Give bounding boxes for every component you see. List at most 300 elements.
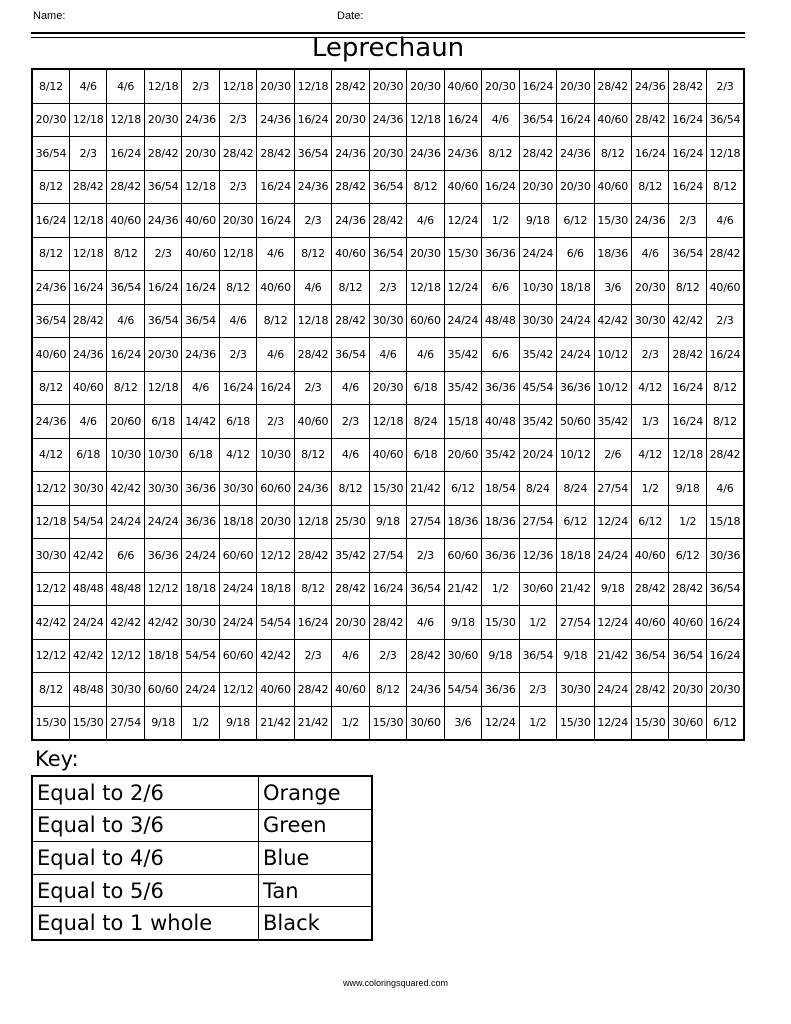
grid-row	[32, 405, 744, 439]
grid-cell: 1/2	[669, 505, 706, 539]
grid-cell: 42/42	[32, 606, 69, 640]
grid-cell: 24/36	[144, 204, 181, 238]
key-condition: Equal to 4/6	[32, 842, 259, 875]
grid-cell: 12/12	[32, 639, 69, 673]
grid-cell: 4/6	[332, 371, 369, 405]
grid-cell: 20/30	[257, 505, 294, 539]
grid-cell: 16/24	[32, 204, 69, 238]
grid-cell: 28/42	[706, 237, 744, 271]
grid-cell: 40/60	[706, 271, 744, 305]
fraction-grid	[31, 68, 745, 741]
grid-cell: 1/2	[332, 706, 369, 740]
grid-cell: 6/6	[482, 338, 519, 372]
grid-cell: 28/42	[332, 170, 369, 204]
grid-row	[32, 304, 744, 338]
grid-row	[32, 237, 744, 271]
grid-cell: 36/36	[182, 505, 219, 539]
grid-cell: 24/24	[182, 673, 219, 707]
grid-cell: 18/36	[482, 505, 519, 539]
grid-cell: 48/48	[69, 572, 106, 606]
grid-cell: 25/30	[332, 505, 369, 539]
grid-cell: 4/6	[482, 103, 519, 137]
grid-cell: 42/42	[594, 304, 631, 338]
grid-cell: 27/54	[369, 539, 406, 573]
grid-cell: 40/60	[369, 438, 406, 472]
grid-cell: 12/24	[594, 505, 631, 539]
grid-cell: 24/24	[557, 338, 594, 372]
grid-cell: 42/42	[69, 539, 106, 573]
key-row	[32, 874, 372, 907]
grid-cell: 12/18	[369, 405, 406, 439]
grid-cell: 12/18	[69, 103, 106, 137]
grid-cell: 30/30	[557, 673, 594, 707]
grid-cell: 4/6	[369, 338, 406, 372]
grid-cell: 30/30	[632, 304, 669, 338]
grid-cell: 10/30	[519, 271, 556, 305]
grid-cell: 10/12	[594, 338, 631, 372]
grid-cell: 28/42	[69, 170, 106, 204]
grid-cell: 40/60	[632, 606, 669, 640]
grid-cell: 2/3	[369, 271, 406, 305]
grid-cell: 28/42	[369, 204, 406, 238]
grid-cell: 60/60	[444, 539, 481, 573]
grid-cell: 8/12	[294, 237, 331, 271]
grid-cell: 18/18	[557, 271, 594, 305]
grid-cell: 12/18	[294, 69, 331, 103]
grid-cell: 15/18	[706, 505, 744, 539]
grid-cell: 12/24	[594, 706, 631, 740]
grid-cell: 24/36	[32, 271, 69, 305]
grid-cell: 9/18	[669, 472, 706, 506]
grid-cell: 2/3	[369, 639, 406, 673]
grid-cell: 21/42	[257, 706, 294, 740]
grid-cell: 24/36	[257, 103, 294, 137]
grid-cell: 8/12	[407, 170, 444, 204]
grid-cell: 30/30	[32, 539, 69, 573]
grid-cell: 60/60	[144, 673, 181, 707]
grid-cell: 21/42	[444, 572, 481, 606]
grid-cell: 4/12	[632, 438, 669, 472]
grid-row	[32, 103, 744, 137]
grid-cell: 8/12	[257, 304, 294, 338]
grid-cell: 30/60	[444, 639, 481, 673]
grid-cell: 16/24	[182, 271, 219, 305]
grid-cell: 15/30	[482, 606, 519, 640]
grid-cell: 28/42	[107, 170, 144, 204]
grid-cell: 20/30	[144, 338, 181, 372]
grid-cell: 20/30	[632, 271, 669, 305]
grid-cell: 40/60	[182, 237, 219, 271]
grid-row	[32, 438, 744, 472]
grid-cell: 15/30	[444, 237, 481, 271]
grid-row	[32, 338, 744, 372]
grid-cell: 36/54	[32, 137, 69, 171]
grid-cell: 20/30	[557, 69, 594, 103]
grid-cell: 36/36	[557, 371, 594, 405]
grid-cell: 6/12	[444, 472, 481, 506]
grid-cell: 16/24	[294, 606, 331, 640]
grid-cell: 2/3	[332, 405, 369, 439]
grid-cell: 24/36	[369, 103, 406, 137]
grid-cell: 20/60	[107, 405, 144, 439]
grid-cell: 6/18	[69, 438, 106, 472]
grid-cell: 30/30	[144, 472, 181, 506]
grid-cell: 28/42	[669, 572, 706, 606]
grid-cell: 20/30	[706, 673, 744, 707]
grid-cell: 20/24	[519, 438, 556, 472]
grid-cell: 2/3	[519, 673, 556, 707]
grid-cell: 28/42	[219, 137, 256, 171]
grid-cell: 24/24	[219, 572, 256, 606]
grid-cell: 1/2	[182, 706, 219, 740]
grid-cell: 30/30	[182, 606, 219, 640]
grid-cell: 35/42	[519, 405, 556, 439]
grid-cell: 4/6	[107, 69, 144, 103]
grid-cell: 6/18	[407, 371, 444, 405]
grid-cell: 15/30	[632, 706, 669, 740]
grid-cell: 20/30	[669, 673, 706, 707]
grid-cell: 60/60	[407, 304, 444, 338]
grid-cell: 40/60	[444, 170, 481, 204]
grid-cell: 35/42	[332, 539, 369, 573]
grid-cell: 24/36	[182, 338, 219, 372]
grid-row	[32, 606, 744, 640]
grid-cell: 6/18	[407, 438, 444, 472]
grid-cell: 10/12	[557, 438, 594, 472]
grid-cell: 4/6	[407, 338, 444, 372]
grid-cell: 4/6	[69, 69, 106, 103]
grid-cell: 2/3	[669, 204, 706, 238]
grid-cell: 28/42	[257, 137, 294, 171]
grid-cell: 24/36	[32, 405, 69, 439]
grid-cell: 2/3	[632, 338, 669, 372]
grid-cell: 28/42	[294, 338, 331, 372]
grid-cell: 24/36	[294, 472, 331, 506]
grid-cell: 35/42	[482, 438, 519, 472]
grid-cell: 10/12	[594, 371, 631, 405]
grid-cell: 10/30	[257, 438, 294, 472]
grid-cell: 48/48	[482, 304, 519, 338]
grid-cell: 8/24	[557, 472, 594, 506]
grid-cell: 16/24	[482, 170, 519, 204]
grid-cell: 28/42	[294, 539, 331, 573]
grid-cell: 21/42	[407, 472, 444, 506]
grid-cell: 27/54	[557, 606, 594, 640]
grid-cell: 36/54	[519, 103, 556, 137]
key-condition: Equal to 3/6	[32, 809, 259, 842]
grid-cell: 42/42	[107, 472, 144, 506]
grid-cell: 16/24	[257, 371, 294, 405]
grid-cell: 36/36	[482, 237, 519, 271]
grid-cell: 45/54	[519, 371, 556, 405]
grid-cell: 30/30	[519, 304, 556, 338]
grid-cell: 12/18	[669, 438, 706, 472]
grid-cell: 4/12	[32, 438, 69, 472]
grid-cell: 16/24	[369, 572, 406, 606]
grid-cell: 2/3	[706, 304, 744, 338]
grid-cell: 28/42	[669, 338, 706, 372]
grid-cell: 18/36	[444, 505, 481, 539]
grid-cell: 15/30	[557, 706, 594, 740]
grid-cell: 20/30	[182, 137, 219, 171]
grid-cell: 14/42	[182, 405, 219, 439]
grid-cell: 18/18	[557, 539, 594, 573]
grid-cell: 6/18	[144, 405, 181, 439]
grid-cell: 18/36	[594, 237, 631, 271]
grid-cell: 16/24	[257, 170, 294, 204]
grid-cell: 8/12	[32, 237, 69, 271]
grid-cell: 4/6	[219, 304, 256, 338]
grid-cell: 8/12	[332, 271, 369, 305]
grid-cell: 30/30	[107, 673, 144, 707]
grid-cell: 24/36	[332, 204, 369, 238]
grid-cell: 40/60	[594, 103, 631, 137]
grid-cell: 9/18	[369, 505, 406, 539]
grid-cell: 2/6	[594, 438, 631, 472]
grid-cell: 35/42	[444, 338, 481, 372]
grid-cell: 60/60	[257, 472, 294, 506]
grid-cell: 21/42	[594, 639, 631, 673]
grid-cell: 20/30	[407, 237, 444, 271]
grid-row	[32, 137, 744, 171]
grid-cell: 24/24	[144, 505, 181, 539]
grid-cell: 12/12	[257, 539, 294, 573]
grid-cell: 36/54	[182, 304, 219, 338]
grid-cell: 40/60	[444, 69, 481, 103]
grid-cell: 8/12	[482, 137, 519, 171]
grid-cell: 36/54	[669, 237, 706, 271]
grid-cell: 2/3	[294, 204, 331, 238]
grid-cell: 18/18	[257, 572, 294, 606]
grid-cell: 8/24	[519, 472, 556, 506]
grid-cell: 24/24	[182, 539, 219, 573]
grid-cell: 54/54	[257, 606, 294, 640]
grid-cell: 4/6	[332, 639, 369, 673]
grid-cell: 4/6	[706, 204, 744, 238]
grid-cell: 30/60	[407, 706, 444, 740]
grid-cell: 28/42	[144, 137, 181, 171]
grid-cell: 6/12	[669, 539, 706, 573]
key-row	[32, 776, 372, 809]
grid-cell: 42/42	[144, 606, 181, 640]
grid-cell: 12/12	[32, 472, 69, 506]
grid-cell: 3/6	[594, 271, 631, 305]
grid-cell: 16/24	[144, 271, 181, 305]
grid-cell: 28/42	[407, 639, 444, 673]
grid-cell: 6/18	[182, 438, 219, 472]
grid-cell: 8/12	[32, 371, 69, 405]
grid-cell: 12/18	[69, 237, 106, 271]
grid-cell: 12/12	[107, 639, 144, 673]
grid-cell: 12/24	[444, 204, 481, 238]
grid-cell: 20/30	[369, 371, 406, 405]
grid-row	[32, 271, 744, 305]
page-title: Leprechaun	[311, 33, 465, 63]
grid-cell: 1/2	[482, 572, 519, 606]
grid-cell: 16/24	[706, 338, 744, 372]
grid-row	[32, 472, 744, 506]
grid-cell: 54/54	[69, 505, 106, 539]
grid-cell: 40/60	[332, 673, 369, 707]
grid-cell: 24/36	[407, 673, 444, 707]
grid-cell: 27/54	[594, 472, 631, 506]
grid-cell: 8/12	[706, 170, 744, 204]
grid-cell: 4/12	[632, 371, 669, 405]
grid-cell: 36/54	[332, 338, 369, 372]
name-label: Name:	[33, 10, 66, 22]
key-condition: Equal to 5/6	[32, 874, 259, 907]
grid-cell: 8/12	[632, 170, 669, 204]
grid-cell: 30/36	[706, 539, 744, 573]
key-color: Green	[259, 809, 373, 842]
grid-cell: 36/54	[706, 103, 744, 137]
grid-cell: 15/30	[594, 204, 631, 238]
grid-cell: 1/2	[632, 472, 669, 506]
grid-cell: 36/54	[294, 137, 331, 171]
grid-cell: 8/12	[32, 673, 69, 707]
grid-cell: 6/18	[219, 405, 256, 439]
grid-cell: 9/18	[482, 639, 519, 673]
grid-cell: 16/24	[669, 371, 706, 405]
grid-cell: 20/60	[444, 438, 481, 472]
grid-row	[32, 639, 744, 673]
grid-cell: 15/18	[444, 405, 481, 439]
grid-cell: 20/30	[369, 137, 406, 171]
grid-cell: 40/60	[632, 539, 669, 573]
grid-cell: 6/12	[557, 204, 594, 238]
grid-cell: 2/3	[706, 69, 744, 103]
grid-cell: 12/18	[219, 69, 256, 103]
grid-cell: 12/36	[519, 539, 556, 573]
key-title: Key:	[35, 747, 79, 771]
grid-cell: 36/54	[706, 572, 744, 606]
grid-cell: 12/24	[444, 271, 481, 305]
grid-cell: 20/30	[332, 103, 369, 137]
grid-cell: 8/12	[332, 472, 369, 506]
key-condition: Equal to 2/6	[32, 776, 259, 809]
grid-cell: 28/42	[632, 103, 669, 137]
key-color: Orange	[259, 776, 373, 809]
grid-cell: 4/6	[407, 204, 444, 238]
grid-cell: 28/42	[669, 69, 706, 103]
grid-cell: 8/24	[407, 405, 444, 439]
grid-cell: 4/12	[219, 438, 256, 472]
grid-cell: 30/60	[669, 706, 706, 740]
grid-row	[32, 371, 744, 405]
grid-cell: 16/24	[219, 371, 256, 405]
grid-cell: 21/42	[557, 572, 594, 606]
grid-cell: 4/6	[107, 304, 144, 338]
grid-cell: 50/60	[557, 405, 594, 439]
grid-cell: 15/30	[369, 706, 406, 740]
grid-cell: 24/24	[594, 539, 631, 573]
footer-url: www.coloringsquared.com	[342, 978, 449, 988]
grid-cell: 8/12	[669, 271, 706, 305]
grid-cell: 28/42	[706, 438, 744, 472]
grid-cell: 40/60	[107, 204, 144, 238]
grid-cell: 42/42	[669, 304, 706, 338]
grid-cell: 24/36	[407, 137, 444, 171]
grid-cell: 20/30	[482, 69, 519, 103]
grid-cell: 36/54	[669, 639, 706, 673]
grid-cell: 16/24	[669, 405, 706, 439]
grid-cell: 40/60	[257, 271, 294, 305]
grid-cell: 16/24	[444, 103, 481, 137]
grid-cell: 8/12	[32, 69, 69, 103]
grid-cell: 2/3	[219, 338, 256, 372]
grid-cell: 8/12	[219, 271, 256, 305]
grid-cell: 12/18	[407, 103, 444, 137]
grid-cell: 27/54	[519, 505, 556, 539]
grid-cell: 16/24	[632, 137, 669, 171]
grid-cell: 6/12	[632, 505, 669, 539]
grid-cell: 24/36	[444, 137, 481, 171]
grid-cell: 12/24	[482, 706, 519, 740]
grid-cell: 4/6	[257, 338, 294, 372]
grid-cell: 16/24	[107, 137, 144, 171]
grid-cell: 8/12	[32, 170, 69, 204]
grid-cell: 36/54	[632, 639, 669, 673]
grid-cell: 27/54	[107, 706, 144, 740]
grid-cell: 20/30	[219, 204, 256, 238]
grid-cell: 40/60	[594, 170, 631, 204]
grid-cell: 24/24	[519, 237, 556, 271]
grid-cell: 30/30	[219, 472, 256, 506]
grid-cell: 24/36	[632, 204, 669, 238]
grid-cell: 9/18	[519, 204, 556, 238]
grid-cell: 20/30	[557, 170, 594, 204]
grid-cell: 24/36	[69, 338, 106, 372]
grid-cell: 8/12	[294, 572, 331, 606]
grid-cell: 28/42	[332, 69, 369, 103]
grid-cell: 12/12	[219, 673, 256, 707]
grid-cell: 12/18	[32, 505, 69, 539]
grid-cell: 8/12	[107, 237, 144, 271]
grid-cell: 54/54	[444, 673, 481, 707]
grid-cell: 12/24	[594, 606, 631, 640]
grid-cell: 16/24	[706, 606, 744, 640]
grid-cell: 8/12	[706, 371, 744, 405]
grid-cell: 24/36	[632, 69, 669, 103]
grid-cell: 24/24	[557, 304, 594, 338]
grid-cell: 40/48	[482, 405, 519, 439]
grid-cell: 24/24	[594, 673, 631, 707]
grid-cell: 16/24	[557, 103, 594, 137]
grid-cell: 28/42	[332, 572, 369, 606]
grid-cell: 20/30	[32, 103, 69, 137]
grid-cell: 20/30	[332, 606, 369, 640]
grid-cell: 8/12	[594, 137, 631, 171]
grid-cell: 12/12	[32, 572, 69, 606]
grid-cell: 24/24	[444, 304, 481, 338]
grid-cell: 36/36	[182, 472, 219, 506]
grid-cell: 2/3	[294, 639, 331, 673]
grid-cell: 4/6	[332, 438, 369, 472]
grid-cell: 36/54	[144, 170, 181, 204]
grid-cell: 40/60	[257, 673, 294, 707]
grid-cell: 16/24	[669, 137, 706, 171]
grid-row	[32, 204, 744, 238]
grid-cell: 1/2	[519, 706, 556, 740]
grid-cell: 2/3	[182, 69, 219, 103]
grid-cell: 15/30	[369, 472, 406, 506]
grid-cell: 15/30	[69, 706, 106, 740]
grid-cell: 36/54	[107, 271, 144, 305]
grid-cell: 28/42	[69, 304, 106, 338]
grid-cell: 20/30	[369, 69, 406, 103]
date-label: Date:	[337, 10, 364, 22]
grid-cell: 8/12	[706, 405, 744, 439]
